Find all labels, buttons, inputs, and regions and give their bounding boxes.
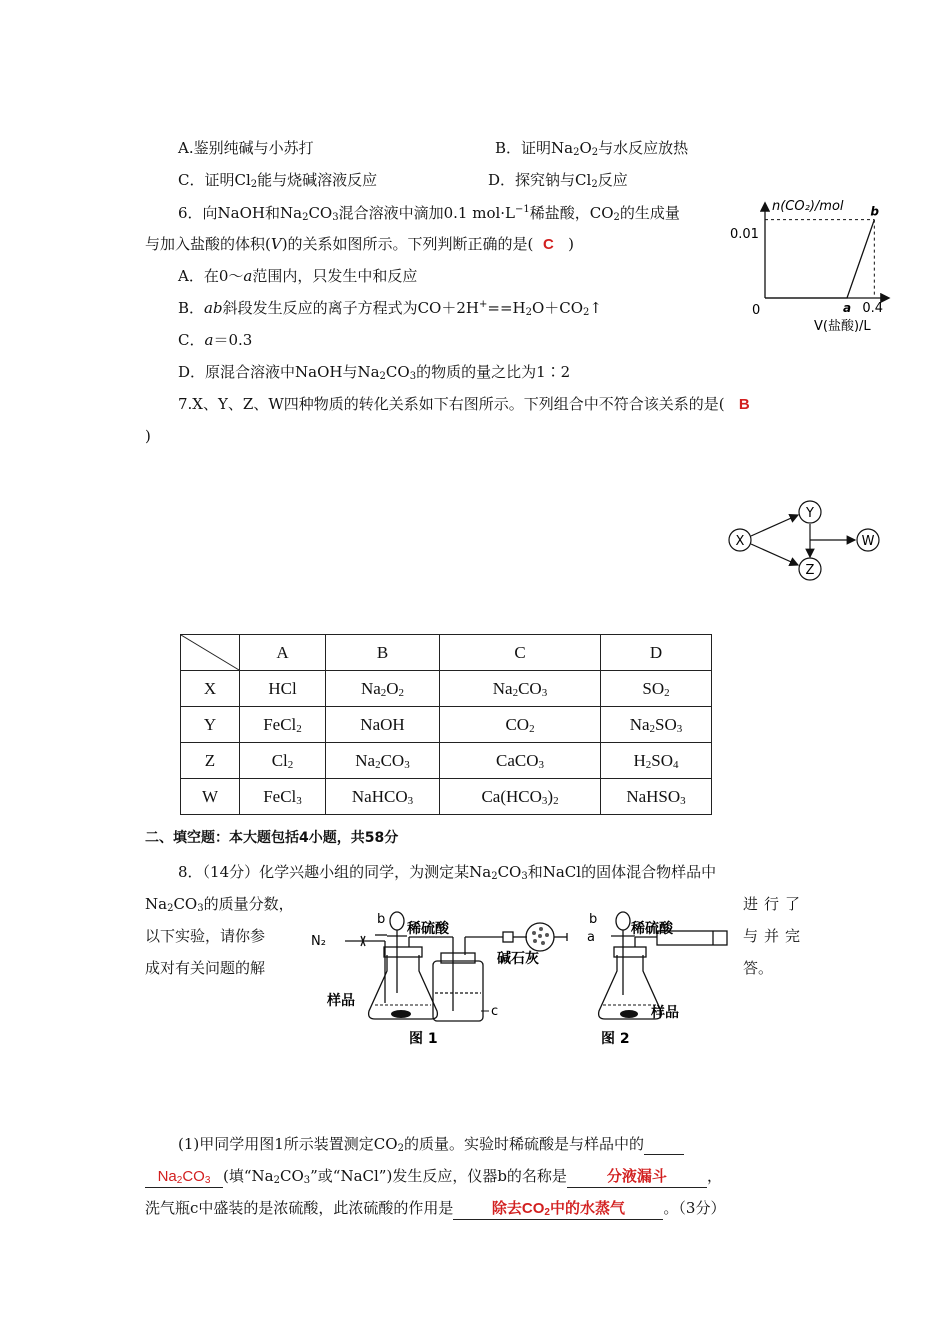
- q6-option-c: C．a＝0.3: [178, 331, 253, 349]
- table-cell: $Na_2SO_3$: [601, 707, 712, 743]
- x-tick-a: a: [843, 301, 852, 315]
- fig1-n2: N₂: [311, 934, 326, 949]
- q5-option-b: B．证明$Na_2O_2$与水反应放热: [495, 139, 689, 158]
- co2-volume-graph: [730, 190, 910, 340]
- q6-option-b: B．ab斜段发生反应的离子方程式为$CO+2H^+==H_2O+CO_2↑$: [178, 299, 602, 318]
- header-c: C: [440, 635, 601, 671]
- node-y-label: Y: [806, 506, 814, 521]
- q7-close: ): [145, 427, 151, 445]
- table-cell: $CO_2$: [440, 707, 601, 743]
- fig2-sample: 样品: [651, 1005, 679, 1021]
- table-cell: FeCl$_2$: [240, 707, 326, 743]
- table-row: [181, 779, 712, 815]
- q8-1-line1: (1)甲同学用图1所示装置测定$CO_2$的质量。实验时稀硫酸是与样品中的: [178, 1134, 684, 1155]
- q6-answer: C: [542, 236, 554, 253]
- fig2-label-a: a: [587, 930, 595, 945]
- answer-blank-1: $Na_2CO_3$: [145, 1166, 223, 1188]
- q7-answer: B: [738, 396, 750, 413]
- table-cell: NaHSO$_3$: [601, 779, 712, 815]
- y-tick-label: 0.01: [730, 227, 759, 242]
- washing-bottle-c: [433, 961, 483, 1021]
- table-cell: $Na_2CO_3$: [326, 743, 440, 779]
- y-axis-label: n(CO₂)/mol: [772, 199, 844, 214]
- q5-option-a: A.鉴别纯碱与小苏打: [178, 139, 314, 157]
- node-w-label: W: [861, 534, 875, 549]
- q5-option-d: D．探究钠与$Cl_2$反应: [488, 171, 628, 190]
- xyzw-diagram: [720, 495, 890, 587]
- node-x-label: X: [735, 534, 745, 549]
- row-label: Y: [181, 707, 240, 743]
- q8-line4-left: 成对有关问题的解: [145, 959, 266, 977]
- table-row: [181, 671, 712, 707]
- fig1-caption: 图 1: [409, 1031, 438, 1047]
- row-label: W: [181, 779, 240, 815]
- fig1-label-b: b: [377, 912, 386, 927]
- table-cell: $Cl_2$: [240, 743, 326, 779]
- table-cell: $Na_2CO_3$: [440, 671, 601, 707]
- x-tick-b: 0.4: [862, 301, 884, 316]
- answer-blank-3: 除去$CO_2$中的水蒸气: [453, 1198, 663, 1220]
- table-row: [181, 707, 712, 743]
- x-axis-label: V(盐酸)/L: [814, 319, 871, 334]
- apparatus-figure: [305, 903, 735, 1053]
- fig1-acid: 稀硫酸: [407, 921, 449, 937]
- table-cell: HCl: [240, 671, 326, 707]
- q8-1-line3: 洗气瓶c中盛装的是浓硫酸，此浓硫酸的作用是 除去$CO_2$中的水蒸气 。（3分）: [145, 1199, 726, 1218]
- header-b: B: [326, 635, 440, 671]
- q8-line3-right: 与并完: [743, 927, 807, 945]
- row-label: Z: [181, 743, 240, 779]
- table-cell: NaOH: [326, 707, 440, 743]
- q7-stem: 7.X、Y、Z、W四种物质的转化关系如下右图所示。下列组合中不符合该关系的是( B: [178, 395, 750, 413]
- flask-1: [369, 955, 438, 1019]
- q6-stem-line1: 6．向NaOH和$Na_2CO_3$混合溶液中滴加0.1 $mol\cdot L^{-1}$稀盐酸，$CO_2$的生成量: [178, 204, 680, 223]
- table-cell: $SO_2$: [601, 671, 712, 707]
- table-cell: $Na_2O_2$: [326, 671, 440, 707]
- fig1-sample: 样品: [327, 993, 355, 1009]
- row-label: X: [181, 671, 240, 707]
- fig2-label-b: b: [589, 912, 598, 927]
- q8-line1: 8．（14分）化学兴趣小组的同学，为测定某$Na_2CO_3$和NaCl的固体混合物样品中: [178, 863, 717, 882]
- section-title: 二、填空题：本大题包括4小题，共58分: [145, 830, 399, 846]
- arrow-x-z: [751, 544, 798, 565]
- fig1-label-c: c: [491, 1004, 499, 1019]
- table-cell: NaHCO$_3$: [326, 779, 440, 815]
- separatory-funnel: [390, 912, 404, 930]
- q6-option-d: D．原混合溶液中NaOH与$Na_2CO_3$的物质的量之比为1∶2: [178, 363, 571, 382]
- q8-line3-left: 以下实验，请你参: [145, 927, 266, 945]
- table-cell: $H_2SO_4$: [601, 743, 712, 779]
- stopper-1: [384, 947, 422, 957]
- origin-label: 0: [752, 303, 761, 318]
- table-cell: FeCl$_3$: [240, 779, 326, 815]
- answer-blank-2: 分液漏斗: [567, 1166, 707, 1188]
- q6-stem-line2: 与加入盐酸的体积(V)的关系如图所示。下列判断正确的是( C ): [145, 235, 574, 253]
- q8-line4-right: 答。: [743, 959, 774, 977]
- table-cell: $Ca(HCO_3)_2$: [440, 779, 601, 815]
- q8-line2: $Na_2CO_3$的质量分数，: [145, 895, 294, 914]
- fig2-acid: 稀硫酸: [631, 921, 673, 937]
- table-header-row: [181, 635, 712, 671]
- table-cell: CaCO$_3$: [440, 743, 601, 779]
- fig1-lime: 碱石灰: [497, 951, 539, 967]
- corner-cell: [181, 635, 240, 671]
- header-d: D: [601, 635, 712, 671]
- point-b-label: b: [870, 204, 879, 219]
- q6-option-a: A．在0～a范围内，只发生中和反应: [178, 267, 418, 285]
- co2-curve: [765, 220, 874, 298]
- q7-table: [180, 634, 712, 815]
- fig2-caption: 图 2: [601, 1031, 630, 1047]
- q8-1-line2: $Na_2CO_3$ (填“$Na_2CO_3$”或“NaCl”)发生反应，仪器b的名称是 分液漏斗 ，: [145, 1166, 722, 1188]
- table-row: [181, 743, 712, 779]
- arrow-x-y: [751, 515, 798, 536]
- q8-line2-right: 进行了: [743, 895, 807, 913]
- q5-option-c: C．证明$Cl_2$能与烧碱溶液反应: [178, 171, 378, 190]
- node-z-label: Z: [805, 563, 815, 578]
- header-a: A: [240, 635, 326, 671]
